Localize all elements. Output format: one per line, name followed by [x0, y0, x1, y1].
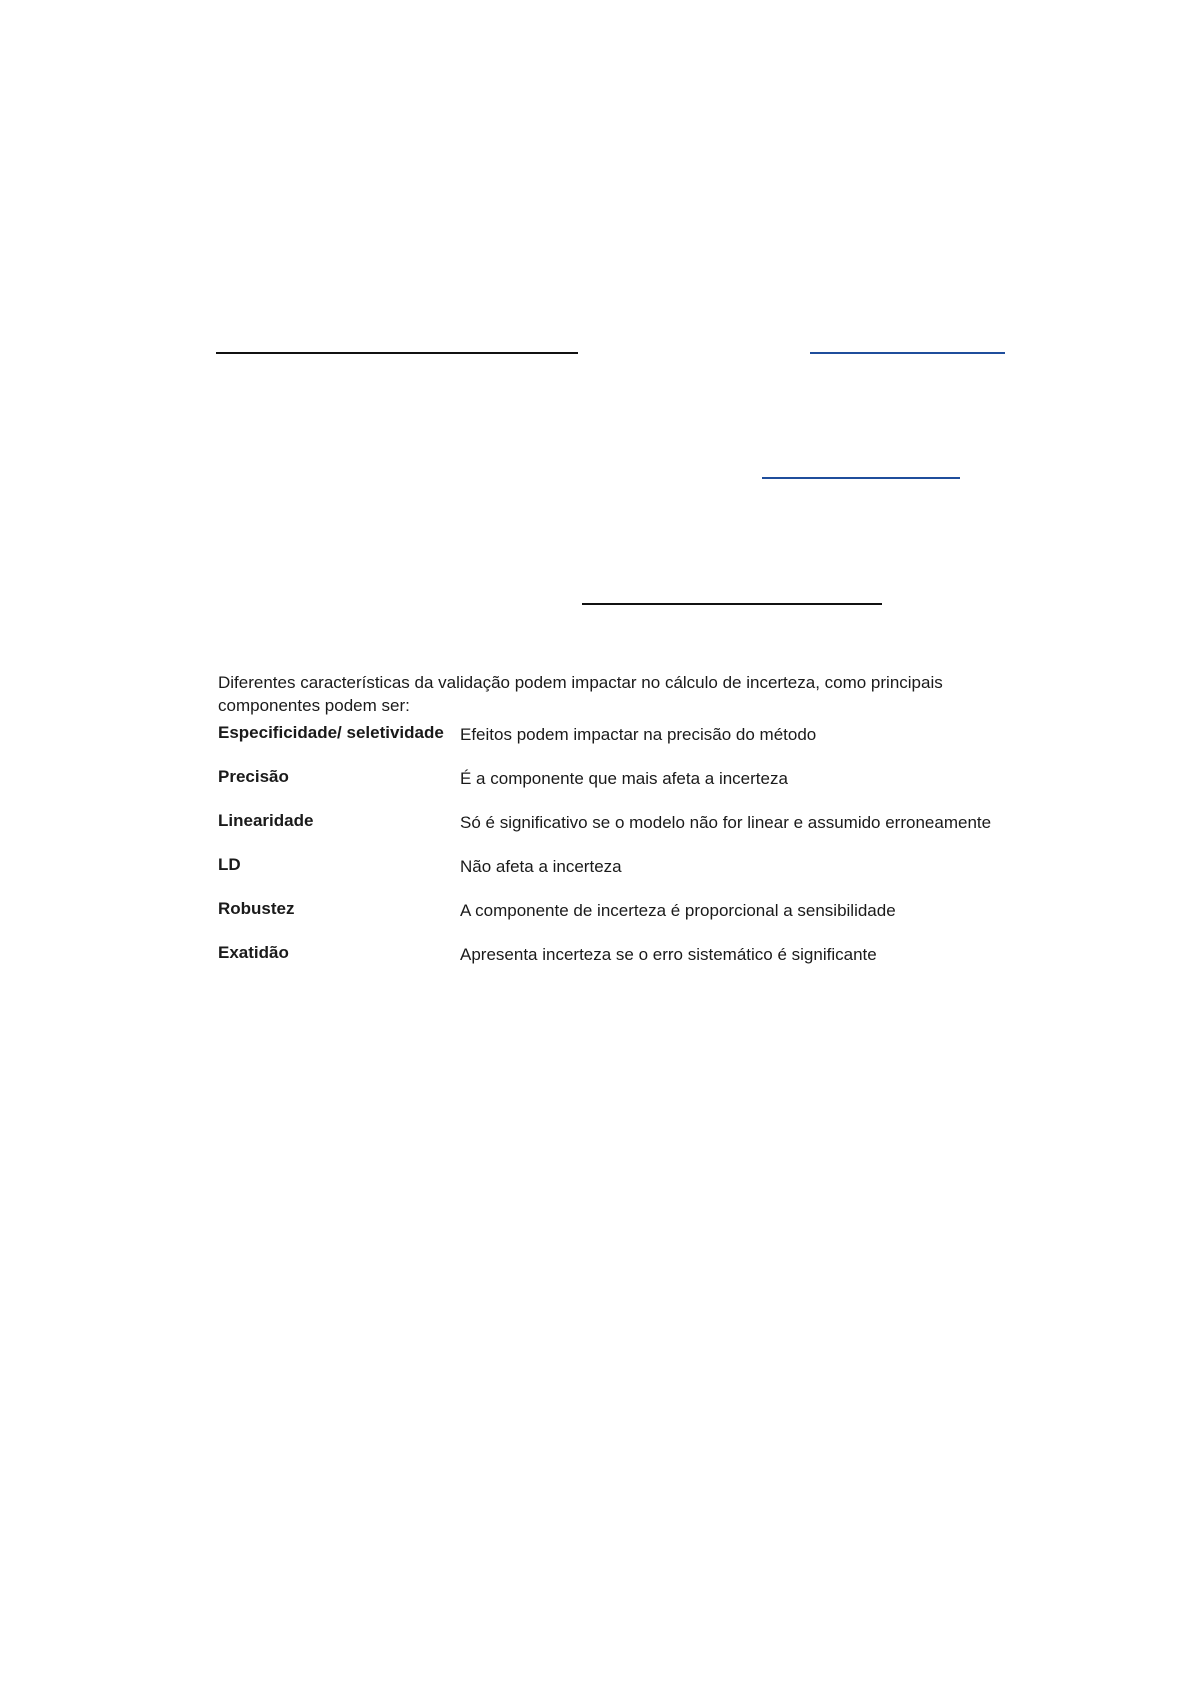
hyperlink-underline[interactable]: [810, 352, 1005, 354]
criteria-description: Apresenta incerteza se o erro sistemático é significante: [460, 945, 877, 964]
criteria-row: [218, 854, 1018, 898]
criteria-term: Linearidade: [218, 811, 314, 830]
criteria-row: [218, 942, 1018, 986]
criteria-term: Robustez: [218, 899, 295, 918]
criteria-description: Não afeta a incerteza: [460, 857, 622, 876]
criteria-term: Precisão: [218, 767, 289, 786]
criteria-description: A componente de incerteza é proporcional a sensibilidade: [460, 901, 896, 920]
criteria-row: [218, 898, 1018, 942]
criteria-row: [218, 722, 1018, 766]
criteria-term: LD: [218, 855, 241, 874]
criteria-row: [218, 810, 1018, 854]
underline-rule: [216, 352, 578, 354]
criteria-term: Especificidade/ seletividade: [218, 723, 444, 742]
criteria-term: Exatidão: [218, 943, 289, 962]
validation-criteria-list: [218, 722, 1018, 986]
criteria-description: Efeitos podem impactar na precisão do método: [460, 725, 817, 744]
criteria-row: [218, 766, 1018, 810]
criteria-description: Só é significativo se o modelo não for linear e assumido erroneamente: [460, 813, 992, 832]
criteria-description: É a componente que mais afeta a incerteza: [460, 769, 788, 788]
intro-paragraph: Diferentes características da validação podem impactar no cálculo de incerteza, como principais componentes podem ser:: [218, 673, 943, 715]
underline-rule: [582, 603, 882, 605]
hyperlink-underline[interactable]: [762, 477, 960, 479]
